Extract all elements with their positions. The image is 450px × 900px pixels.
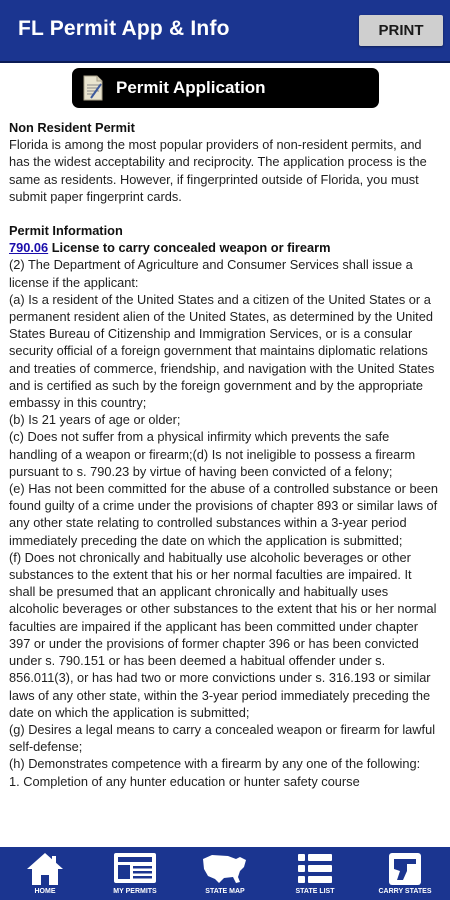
statute-paragraph: (2) The Department of Agriculture and Consumer Services shall issue a license if the applicant: [9,257,413,290]
statute-paragraph: 1. Completion of any hunter education or hunter safety course [9,773,360,789]
nav-state-map-label: STATE MAP [205,888,245,895]
us-map-icon [200,851,250,887]
permit-application-banner[interactable] [72,68,379,108]
nav-home[interactable] [0,847,90,900]
header-divider [0,61,450,63]
list-icon [295,851,335,887]
permit-content[interactable] [9,119,441,847]
nav-home-label: HOME [34,888,56,895]
statute-paragraph: (c) Does not suffer from a physical infirmity which prevents the safe handling of a weapon or firearm;(d) Is not ineligible to possess a firearm pursuant to s. 790.23 by virtue of having been convicted of a felony; [9,429,416,479]
nav-carry-states[interactable] [360,847,450,900]
nav-state-list[interactable] [270,847,360,900]
section-title-permit-info: Permit Information [9,223,123,239]
statute-paragraph: (f) Does not chronically and habitually use alcoholic beverages or other substances to the extent that his or her normal faculties are impaired. It shall be presumed that an applicant chronically and habitually uses alcoholic beverages or other substances to the extent that his or her normal faculties are impaired if the applicant has been committed under chapter 397 or under the provisions of former chapter 396 or has been convicted under s. 790.151 or has been deemed a habitual offender under s. 856.011(3), or has had two or more convictions under s. 316.193 or similar laws of any other state, within the 3-year period immediately preceding the date on which the application is submitted; [9,549,437,720]
section-body-non-resident: Florida is among the most popular providers of non-resident permits, and has the widest acceptability and reciprocity. The application process is the same as residents. However, if fingerprinted outside of Florida, you must submit paper fingerprint cards. [9,137,427,204]
nav-my-permits[interactable] [90,847,180,900]
statute-paragraph: (e) Has not been committed for the abuse of a controlled substance or been found guilty of a crime under the provisions of chapter 893 or similar laws of any other state relating to controlled substances within a 3-year period immediately preceding the date on which the application is submitted; [9,481,438,548]
id-card-icon [112,851,158,885]
banner-label: Permit Application [116,78,266,97]
app-title: FL Permit App & Info [18,17,230,40]
statute-title: License to carry concealed weapon or firearm [48,240,331,256]
statute-paragraph: (g) Desires a legal means to carry a concealed weapon or firearm for lawful self-defense; [9,721,436,755]
nav-state-list-label: STATE LIST [295,888,335,895]
section-title-non-resident: Non Resident Permit [9,120,135,135]
statute-link[interactable]: 790.06 [9,240,49,256]
nav-carry-states-label: CARRY STATES [378,888,432,895]
home-icon [25,851,65,887]
statute-paragraph: (b) Is 21 years of age or older; [9,412,181,428]
nav-state-map[interactable] [180,847,270,900]
statute-paragraph: (h) Demonstrates competence with a firearm by any one of the following: [9,756,421,772]
bottom-nav [0,847,450,900]
document-icon [82,74,104,102]
statute-heading [9,239,441,256]
statute-paragraph: (a) Is a resident of the United States and a citizen of the United States or a permanent resident alien of the United States, as determined by the United States Bureau of Citizenship and Immigration Services, or is a consular security official of a foreign government that maintains diplomatic relations and treaties of commerce, friendship, and navigation with the United States and is certified as such by the foreign government and by the appropriate embassy in this country; [9,291,435,411]
print-button[interactable]: PRINT [359,15,443,46]
nav-my-permits-label: MY PERMITS [113,888,157,895]
app-header [0,0,450,61]
carry-states-icon [385,851,425,887]
